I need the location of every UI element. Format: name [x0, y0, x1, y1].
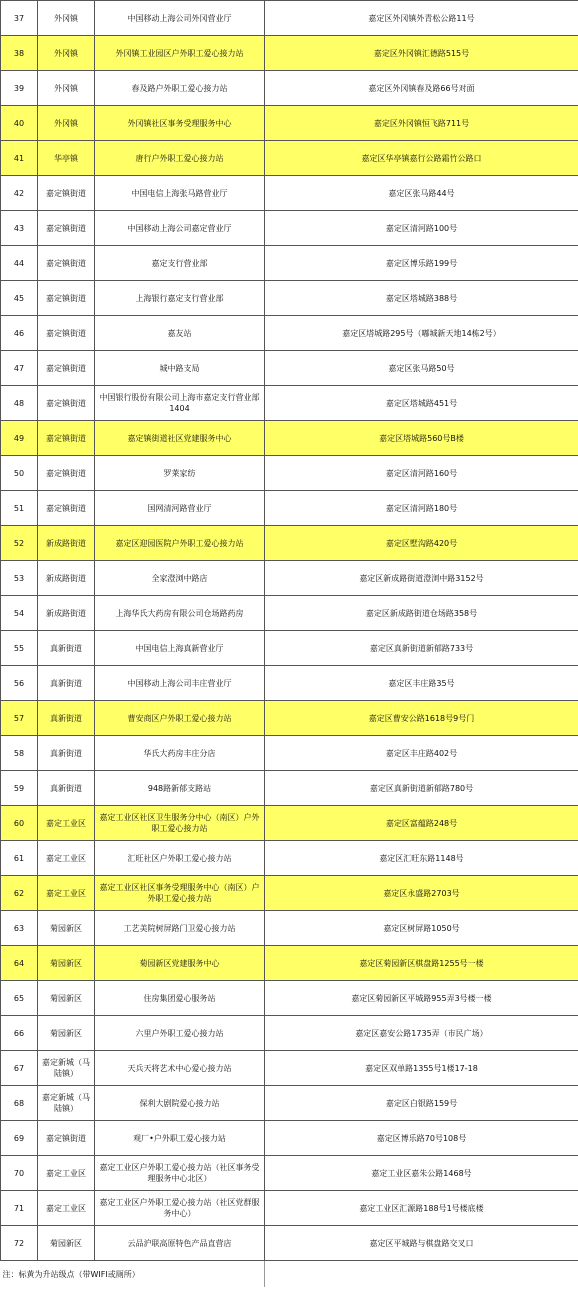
- address-cell: 嘉定区清河路100号: [265, 211, 578, 246]
- station-name-cell: 天兵天将艺术中心爱心接力站: [95, 1051, 265, 1086]
- town-cell: 嘉定镇街道: [38, 386, 95, 421]
- station-name-cell: 中国电信上海真新营业厅: [95, 631, 265, 666]
- station-name-cell: 城中路支局: [95, 351, 265, 386]
- town-cell: 嘉定镇街道: [38, 351, 95, 386]
- table-row: [1, 1016, 578, 1051]
- town-cell: 嘉定镇街道: [38, 246, 95, 281]
- address-cell: 嘉定区平城路与棋盘路交叉口: [265, 1226, 578, 1261]
- row-number-cell: 65: [1, 981, 38, 1016]
- address-cell: 嘉定区永盛路2703号: [265, 876, 578, 911]
- row-number-cell: 68: [1, 1086, 38, 1121]
- station-table-body: [1, 1, 578, 1288]
- row-number-cell: 42: [1, 176, 38, 211]
- station-name-cell: 中国移动上海公司外冈营业厅: [95, 1, 265, 36]
- address-cell: 嘉定区华亭镇嘉行公路霜竹公路口: [265, 141, 578, 176]
- table-row: [1, 36, 578, 71]
- table-row: [1, 911, 578, 946]
- table-row: [1, 386, 578, 421]
- station-name-cell: 嘉定工业区社区卫生服务分中心（南区）户外职工爱心接力站: [95, 806, 265, 841]
- address-cell: 嘉定区丰庄路35号: [265, 666, 578, 701]
- table-row: [1, 631, 578, 666]
- town-cell: 菊园新区: [38, 1016, 95, 1051]
- station-name-cell: 上海银行嘉定支行营业部: [95, 281, 265, 316]
- station-name-cell: 菊园新区党建服务中心: [95, 946, 265, 981]
- row-number-cell: 52: [1, 526, 38, 561]
- table-row: [1, 246, 578, 281]
- station-name-cell: 外冈镇社区事务受理服务中心: [95, 106, 265, 141]
- station-name-cell: 外冈镇工业园区户外职工爱心接力站: [95, 36, 265, 71]
- row-number-cell: 45: [1, 281, 38, 316]
- table-row: [1, 561, 578, 596]
- address-cell: 嘉定区外冈镇春及路66号对面: [265, 71, 578, 106]
- station-name-cell: 工艺美院树屏路门卫爱心接力站: [95, 911, 265, 946]
- address-cell: 嘉定区博乐路70号108号: [265, 1121, 578, 1156]
- station-name-cell: 嘉定区迎园医院户外职工爱心接力站: [95, 526, 265, 561]
- row-number-cell: 63: [1, 911, 38, 946]
- table-row: [1, 1226, 578, 1261]
- town-cell: 嘉定镇街道: [38, 491, 95, 526]
- town-cell: 真新街道: [38, 736, 95, 771]
- row-number-cell: 71: [1, 1191, 38, 1226]
- station-name-cell: 嘉友站: [95, 316, 265, 351]
- station-name-cell: 中国电信上海张马路营业厅: [95, 176, 265, 211]
- town-cell: 外冈镇: [38, 1, 95, 36]
- address-cell: 嘉定区清河路160号: [265, 456, 578, 491]
- row-number-cell: 58: [1, 736, 38, 771]
- station-name-cell: 华氏大药房丰庄分店: [95, 736, 265, 771]
- station-name-cell: 曹安商区户外职工爱心接力站: [95, 701, 265, 736]
- note-row: [1, 1261, 578, 1288]
- station-name-cell: 保利大剧院爱心接力站: [95, 1086, 265, 1121]
- town-cell: 真新街道: [38, 631, 95, 666]
- address-cell: 嘉定区曹安公路1618号9号门: [265, 701, 578, 736]
- address-cell: 嘉定区张马路50号: [265, 351, 578, 386]
- address-cell: 嘉定区真新街道新郁路733号: [265, 631, 578, 666]
- table-row: [1, 106, 578, 141]
- station-name-cell: 云品沪联高原特色产品直营店: [95, 1226, 265, 1261]
- station-name-cell: 948路新郁支路站: [95, 771, 265, 806]
- address-cell: 嘉定区塔城路451号: [265, 386, 578, 421]
- town-cell: 外冈镇: [38, 106, 95, 141]
- table-row: [1, 316, 578, 351]
- row-number-cell: 60: [1, 806, 38, 841]
- station-name-cell: 嘉定工业区户外职工爱心接力站（社区事务受理服务中心北区）: [95, 1156, 265, 1191]
- town-cell: 嘉定镇街道: [38, 1121, 95, 1156]
- town-cell: 真新街道: [38, 771, 95, 806]
- address-cell: 嘉定区塔城路295号（嘟城新天地14栋2号）: [265, 316, 578, 351]
- town-cell: 嘉定工业区: [38, 806, 95, 841]
- town-cell: 嘉定镇街道: [38, 211, 95, 246]
- table-row: [1, 771, 578, 806]
- table-row: [1, 1086, 578, 1121]
- address-cell: 嘉定区嘉安公路1735弄（市民广场）: [265, 1016, 578, 1051]
- station-name-cell: 国网清河路营业厅: [95, 491, 265, 526]
- address-cell: 嘉定区张马路44号: [265, 176, 578, 211]
- station-name-cell: 全家澄浏中路店: [95, 561, 265, 596]
- row-number-cell: 43: [1, 211, 38, 246]
- address-cell: 嘉定区富蕴路248号: [265, 806, 578, 841]
- town-cell: 菊园新区: [38, 1226, 95, 1261]
- station-name-cell: 春及路户外职工爱心接力站: [95, 71, 265, 106]
- row-number-cell: 46: [1, 316, 38, 351]
- address-cell: 嘉定区外冈镇汇德路515号: [265, 36, 578, 71]
- address-cell: 嘉定区菊园新区棋盘路1255号一楼: [265, 946, 578, 981]
- row-number-cell: 51: [1, 491, 38, 526]
- town-cell: 嘉定工业区: [38, 1156, 95, 1191]
- row-number-cell: 38: [1, 36, 38, 71]
- town-cell: 外冈镇: [38, 36, 95, 71]
- table-row: [1, 351, 578, 386]
- row-number-cell: 37: [1, 1, 38, 36]
- row-number-cell: 40: [1, 106, 38, 141]
- row-number-cell: 50: [1, 456, 38, 491]
- town-cell: 菊园新区: [38, 911, 95, 946]
- address-cell: 嘉定区博乐路199号: [265, 246, 578, 281]
- address-cell: 嘉定工业区嘉朱公路1468号: [265, 1156, 578, 1191]
- town-cell: 嘉定镇街道: [38, 281, 95, 316]
- station-name-cell: 中国银行股份有限公司上海市嘉定支行营业部1404: [95, 386, 265, 421]
- row-number-cell: 48: [1, 386, 38, 421]
- address-cell: 嘉定区新成路街道仓场路358号: [265, 596, 578, 631]
- table-row: [1, 211, 578, 246]
- station-name-cell: 中国移动上海公司丰庄营业厅: [95, 666, 265, 701]
- address-cell: 嘉定区清河路180号: [265, 491, 578, 526]
- station-name-cell: 嘉定镇街道社区党建服务中心: [95, 421, 265, 456]
- table-row: [1, 176, 578, 211]
- town-cell: 嘉定镇街道: [38, 176, 95, 211]
- row-number-cell: 54: [1, 596, 38, 631]
- town-cell: 真新街道: [38, 701, 95, 736]
- town-cell: 嘉定镇街道: [38, 316, 95, 351]
- row-number-cell: 70: [1, 1156, 38, 1191]
- address-cell: 嘉定工业区汇源路188号1号楼底楼: [265, 1191, 578, 1226]
- row-number-cell: 41: [1, 141, 38, 176]
- town-cell: 嘉定工业区: [38, 841, 95, 876]
- footnote: 注：标黄为升站级点（带WIFI或厕所）: [2, 1269, 140, 1279]
- row-number-cell: 66: [1, 1016, 38, 1051]
- address-cell: 嘉定区塔城路388号: [265, 281, 578, 316]
- town-cell: 嘉定镇街道: [38, 421, 95, 456]
- town-cell: 菊园新区: [38, 946, 95, 981]
- address-cell: 嘉定区双单路1355号1楼17-18: [265, 1051, 578, 1086]
- table-row: [1, 1121, 578, 1156]
- blank-cell: [265, 1261, 578, 1288]
- town-cell: 嘉定工业区: [38, 1191, 95, 1226]
- table-row: [1, 736, 578, 771]
- town-cell: 华亭镇: [38, 141, 95, 176]
- row-number-cell: 64: [1, 946, 38, 981]
- table-row: [1, 71, 578, 106]
- address-cell: 嘉定区汇旺东路1148号: [265, 841, 578, 876]
- table-row: [1, 701, 578, 736]
- row-number-cell: 49: [1, 421, 38, 456]
- row-number-cell: 47: [1, 351, 38, 386]
- station-name-cell: 罗莱家纺: [95, 456, 265, 491]
- town-cell: 新成路街道: [38, 596, 95, 631]
- address-cell: 嘉定区真新街道新郁路780号: [265, 771, 578, 806]
- row-number-cell: 44: [1, 246, 38, 281]
- address-cell: 嘉定区外冈镇外青松公路11号: [265, 1, 578, 36]
- table-row: [1, 421, 578, 456]
- row-number-cell: 62: [1, 876, 38, 911]
- row-number-cell: 69: [1, 1121, 38, 1156]
- address-cell: 嘉定区丰庄路402号: [265, 736, 578, 771]
- town-cell: 嘉定新城（马陆镇）: [38, 1051, 95, 1086]
- town-cell: 嘉定新城（马陆镇）: [38, 1086, 95, 1121]
- table-row: [1, 1, 578, 36]
- town-cell: 新成路街道: [38, 526, 95, 561]
- row-number-cell: 67: [1, 1051, 38, 1086]
- station-name-cell: 唐行户外职工爱心接力站: [95, 141, 265, 176]
- table-row: [1, 526, 578, 561]
- table-row: [1, 1191, 578, 1226]
- table-row: [1, 141, 578, 176]
- station-name-cell: 嘉定支行营业部: [95, 246, 265, 281]
- address-cell: 嘉定区白银路159号: [265, 1086, 578, 1121]
- table-row: [1, 491, 578, 526]
- table-row: [1, 876, 578, 911]
- row-number-cell: 56: [1, 666, 38, 701]
- row-number-cell: 61: [1, 841, 38, 876]
- table-row: [1, 1156, 578, 1191]
- station-name-cell: 观厂•户外职工爱心接力站: [95, 1121, 265, 1156]
- table-row: [1, 1051, 578, 1086]
- station-name-cell: 上海华氏大药房有限公司仓场路药房: [95, 596, 265, 631]
- town-cell: 真新街道: [38, 666, 95, 701]
- station-name-cell: 住房集团爱心服务站: [95, 981, 265, 1016]
- station-name-cell: 中国移动上海公司嘉定营业厅: [95, 211, 265, 246]
- station-name-cell: 六里户外职工爱心接力站: [95, 1016, 265, 1051]
- town-cell: 外冈镇: [38, 71, 95, 106]
- row-number-cell: 57: [1, 701, 38, 736]
- row-number-cell: 55: [1, 631, 38, 666]
- table-row: [1, 666, 578, 701]
- table-row: [1, 456, 578, 491]
- table-row: [1, 946, 578, 981]
- town-cell: 嘉定镇街道: [38, 456, 95, 491]
- table-row: [1, 841, 578, 876]
- table-row: [1, 281, 578, 316]
- address-cell: 嘉定区菊园新区平城路955弄3号楼一楼: [265, 981, 578, 1016]
- row-number-cell: 39: [1, 71, 38, 106]
- row-number-cell: 72: [1, 1226, 38, 1261]
- station-name-cell: 嘉定工业区户外职工爱心接力站（社区党群服务中心）: [95, 1191, 265, 1226]
- address-cell: 嘉定区外冈镇恒飞路711号: [265, 106, 578, 141]
- table-row: [1, 806, 578, 841]
- table-row: [1, 596, 578, 631]
- address-cell: 嘉定区塔城路560号B楼: [265, 421, 578, 456]
- address-cell: 嘉定区墅沟路420号: [265, 526, 578, 561]
- row-number-cell: 53: [1, 561, 38, 596]
- row-number-cell: 59: [1, 771, 38, 806]
- address-cell: 嘉定区树屏路1050号: [265, 911, 578, 946]
- table-row: [1, 981, 578, 1016]
- station-name-cell: 嘉定工业区社区事务受理服务中心（南区）户外职工爱心接力站: [95, 876, 265, 911]
- town-cell: 菊园新区: [38, 981, 95, 1016]
- station-name-cell: 汇旺社区户外职工爱心接力站: [95, 841, 265, 876]
- town-cell: 嘉定工业区: [38, 876, 95, 911]
- address-cell: 嘉定区新成路街道澄浏中路3152号: [265, 561, 578, 596]
- town-cell: 新成路街道: [38, 561, 95, 596]
